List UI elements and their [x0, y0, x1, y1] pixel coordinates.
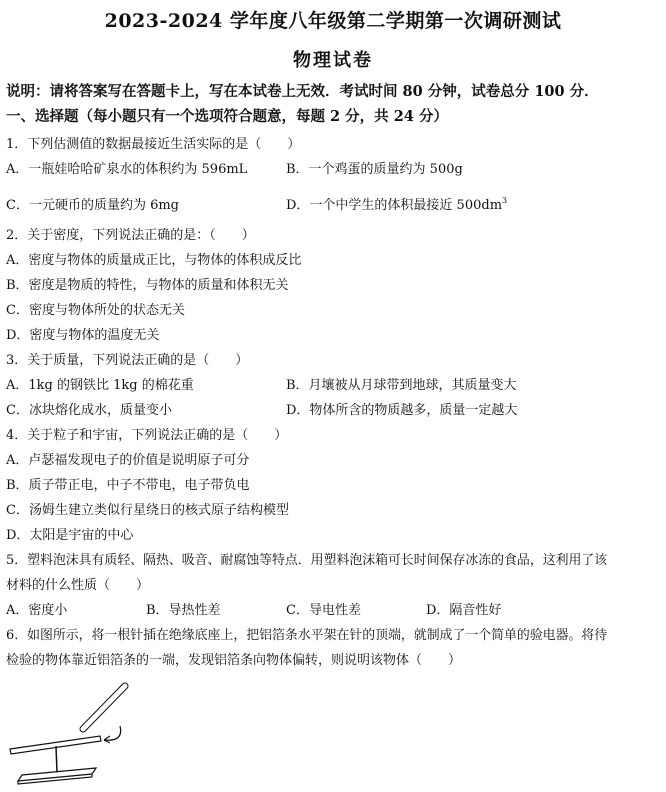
question-2-option-b: B．密度是物质的特性，与物体的质量和体积无关 [6, 278, 289, 293]
question-1-option-b: B．一个鸡蛋的质量约为 500g [286, 162, 463, 177]
question-1-option-c: C．一元硬币的质量约为 6mg [6, 198, 179, 213]
question-4-option-d: D．太阳是宇宙的中心 [6, 528, 134, 543]
question-1-option-d-sup: 3 [502, 196, 508, 205]
electroscope-figure [0, 676, 160, 792]
question-1-stem: 1．下列估测值的数据最接近生活实际的是（ ） [6, 137, 301, 152]
question-1-option-d [286, 194, 507, 213]
exam-title: 2023-2024 学年度八年级第二学期第一次调研测试 [104, 10, 562, 32]
question-3-option-a: A．1kg 的钢铁比 1kg 的棉花重 [6, 378, 194, 393]
question-2-option-c: C．密度与物体所处的状态无关 [6, 303, 185, 318]
question-6-stem-line1: 6．如图所示，将一根针插在绝缘底座上，把铝箔条水平架在针的顶端，就制成了一个简单的验电器。将待 [6, 628, 608, 643]
needle [56, 746, 57, 772]
question-3-option-d: D．物体所含的物质越多，质量一定越大 [286, 403, 518, 418]
question-1-option-a: A．一瓶娃哈哈矿泉水的体积约为 596mL [6, 162, 248, 177]
question-5-stem-line1: 5．塑料泡沫具有质轻、隔热、吸音、耐腐蚀等特点．用塑料泡沫箱可长时间保存冰冻的食品，这利用了该 [6, 553, 608, 568]
question-5-stem-line2: 材料的什么性质（ ） [6, 578, 150, 593]
deflection-arrow-icon [104, 726, 121, 743]
question-4-option-c: C．汤姆生建立类似行星绕日的核式原子结构模型 [6, 503, 289, 518]
question-2-stem: 2．关于密度，下列说法正确的是：（ ） [6, 228, 255, 243]
charged-rod [83, 686, 125, 729]
question-3-stem: 3．关于质量，下列说法正确的是（ ） [6, 353, 249, 368]
instructions: 说明：请将答案写在答题卡上，写在本试卷上无效．考试时间 80 分钟，试卷总分 100 分． [6, 83, 599, 100]
exam-subtitle: 物理试卷 [293, 50, 373, 71]
question-5-option-c: C．导电性差 [286, 603, 361, 618]
question-5-option-d: D．隔音性好 [426, 603, 502, 618]
question-4-stem: 4．关于粒子和宇宙，下列说法正确的是（ ） [6, 428, 288, 443]
question-2-option-a: A．密度与物体的质量成正比，与物体的体积成反比 [6, 253, 302, 268]
question-2-option-d: D．密度与物体的温度无关 [6, 328, 160, 343]
section-heading: 一、选择题（每小题只有一个选项符合题意，每题 2 分，共 24 分） [6, 108, 448, 125]
question-3-option-c: C．冰块熔化成水，质量变小 [6, 403, 172, 418]
question-5-option-b: B．导热性差 [146, 603, 221, 618]
question-4-option-b: B．质子带正电，中子不带电，电子带负电 [6, 478, 250, 493]
question-1-option-d-text: D．一个中学生的体积最接近 500dm [286, 198, 503, 213]
question-5-option-a: A．密度小 [6, 603, 68, 618]
question-3-option-b: B．月壤被从月球带到地球，其质量变大 [286, 378, 517, 393]
question-4-option-a: A．卢瑟福发现电子的价值是说明原子可分 [6, 453, 250, 468]
question-6-stem-line2: 检验的物体靠近铝箔条的一端，发现铝箔条向物体偏转，则说明该物体（ ） [6, 653, 462, 668]
